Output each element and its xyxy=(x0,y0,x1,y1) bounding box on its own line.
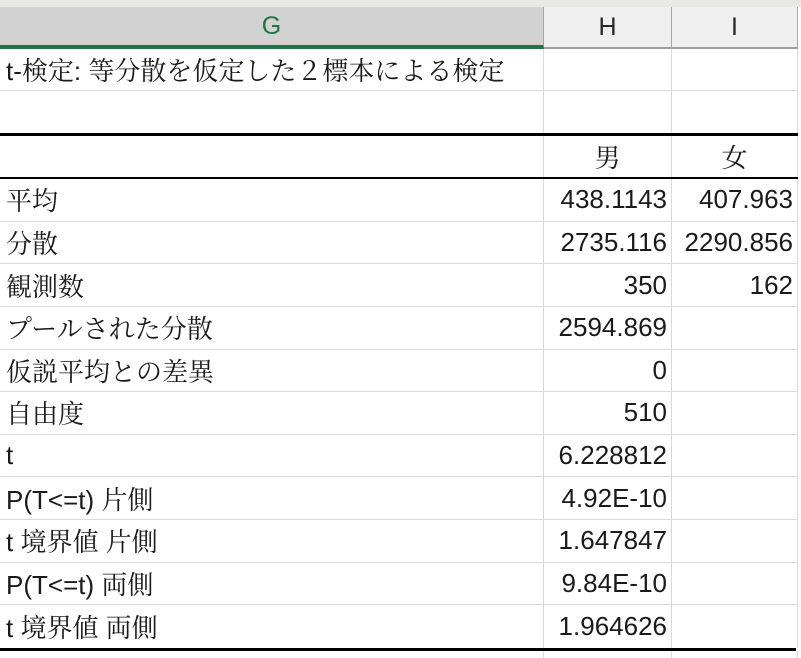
value-cell-i[interactable] xyxy=(672,49,798,90)
value-cell-i[interactable]: 女 xyxy=(672,136,798,177)
value-cell-h[interactable]: 1.647847 xyxy=(544,520,672,562)
table-row xyxy=(0,264,798,307)
value-cell-i[interactable]: 162 xyxy=(672,264,798,306)
table-row xyxy=(0,392,798,435)
column-header-h[interactable] xyxy=(544,7,672,49)
row-label-cell[interactable]: 観測数 xyxy=(0,264,544,306)
value-cell-h[interactable] xyxy=(544,49,672,90)
value-cell-i[interactable] xyxy=(672,91,798,133)
value-cell-i[interactable] xyxy=(672,435,798,477)
row-label-cell[interactable]: 仮説平均との差異 xyxy=(0,350,544,392)
row-label-cell[interactable] xyxy=(0,136,544,177)
column-header-i[interactable] xyxy=(672,7,798,49)
row-label-cell[interactable]: 分散 xyxy=(0,222,544,264)
column-header-g[interactable] xyxy=(0,7,544,49)
value-cell-i[interactable] xyxy=(672,477,798,519)
table-row xyxy=(0,179,798,222)
value-cell-h[interactable]: 2594.869 xyxy=(544,307,672,349)
value-cell-h[interactable]: 0 xyxy=(544,350,672,392)
table-row xyxy=(0,133,798,179)
value-cell-h[interactable]: 4.92E-10 xyxy=(544,477,672,519)
row-label-cell[interactable]: t-検定: 等分散を仮定した２標本による検定 xyxy=(0,49,544,90)
value-cell-h[interactable]: 438.1143 xyxy=(544,179,672,221)
row-label-cell[interactable]: 自由度 xyxy=(0,392,544,434)
value-cell-i[interactable] xyxy=(672,350,798,392)
table-row xyxy=(0,307,798,350)
value-cell-h[interactable]: 350 xyxy=(544,264,672,306)
column-letter: H xyxy=(598,12,617,41)
row-label-cell[interactable]: プールされた分散 xyxy=(0,307,544,349)
empty-cell[interactable] xyxy=(0,651,544,658)
table-row xyxy=(0,91,798,133)
row-label-cell[interactable]: t 境界値 片側 xyxy=(0,520,544,562)
row-label-cell[interactable]: 平均 xyxy=(0,179,544,221)
empty-cell[interactable] xyxy=(672,651,798,658)
sheet-body xyxy=(0,49,798,648)
column-letter: I xyxy=(731,12,738,41)
table-row xyxy=(0,222,798,265)
table-row xyxy=(0,435,798,478)
row-label-cell[interactable]: P(T<=t) 両側 xyxy=(0,563,544,605)
row-label-cell[interactable]: t 境界値 両側 xyxy=(0,605,544,648)
value-cell-i[interactable] xyxy=(672,563,798,605)
row-label-cell[interactable]: t xyxy=(0,435,544,477)
table-row xyxy=(0,520,798,563)
value-cell-h[interactable]: 2735.116 xyxy=(544,222,672,264)
value-cell-i[interactable]: 407.963 xyxy=(672,179,798,221)
value-cell-i[interactable] xyxy=(672,307,798,349)
value-cell-i[interactable] xyxy=(672,605,798,648)
table-row xyxy=(0,563,798,606)
value-cell-i[interactable] xyxy=(672,392,798,434)
row-label-cell[interactable]: P(T<=t) 片側 xyxy=(0,477,544,519)
partial-row xyxy=(0,651,798,658)
value-cell-h[interactable] xyxy=(544,91,672,133)
column-letter: G xyxy=(261,11,282,40)
row-label-cell[interactable] xyxy=(0,91,544,133)
value-cell-h[interactable]: 1.964626 xyxy=(544,605,672,648)
value-cell-h[interactable]: 6.228812 xyxy=(544,435,672,477)
value-cell-i[interactable]: 2290.856 xyxy=(672,222,798,264)
value-cell-h[interactable]: 男 xyxy=(544,136,672,177)
table-row xyxy=(0,350,798,393)
table-row xyxy=(0,477,798,520)
value-cell-h[interactable]: 9.84E-10 xyxy=(544,563,672,605)
column-header-row xyxy=(0,7,801,49)
table-row xyxy=(0,49,798,91)
value-cell-h[interactable]: 510 xyxy=(544,392,672,434)
formula-bar-edge xyxy=(0,0,801,7)
value-cell-i[interactable] xyxy=(672,520,798,562)
table-row xyxy=(0,605,798,648)
empty-cell[interactable] xyxy=(544,651,672,658)
